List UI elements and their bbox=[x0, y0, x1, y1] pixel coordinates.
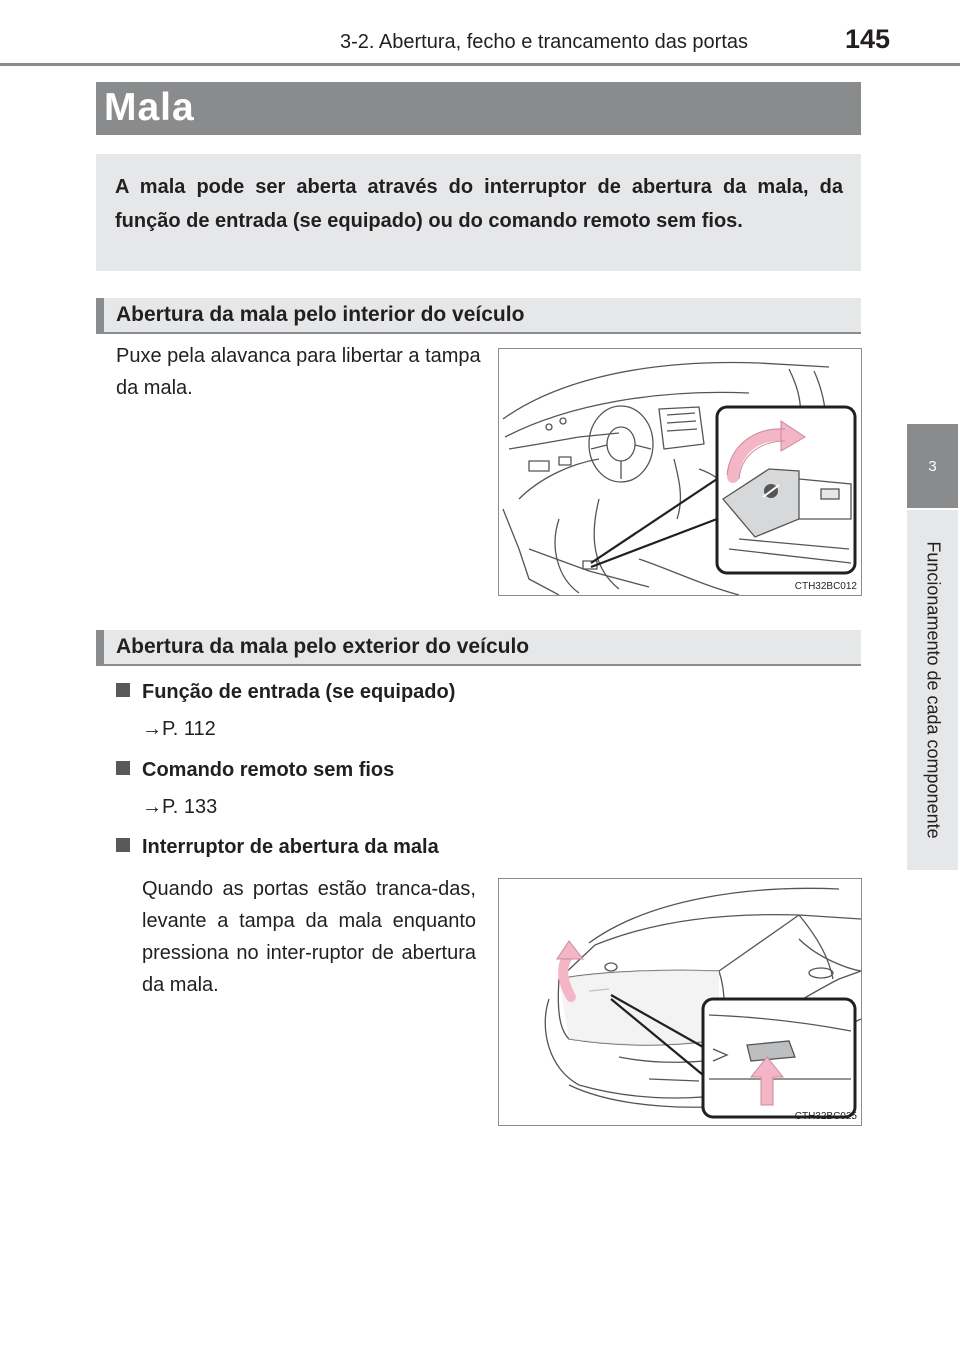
title-banner bbox=[96, 82, 861, 135]
chapter-tab-text: Funcionamento de cada componente bbox=[923, 541, 943, 839]
bullet-square-icon bbox=[116, 838, 130, 852]
car-interior-illustration bbox=[499, 349, 861, 595]
intro-box: A mala pode ser aberta através do interruptor de abertura da mala, da função de entrada (se equipado) ou do comando remoto sem fios. bbox=[96, 154, 861, 271]
header-divider bbox=[0, 63, 960, 66]
page-reference-link[interactable]: →P. 133 bbox=[142, 796, 218, 818]
interior-instructions: Puxe pela alavanca para libertar a tampa da mala. bbox=[116, 345, 481, 399]
bullet-square-icon bbox=[116, 761, 130, 775]
figure-code: CTH32BC025 bbox=[794, 1111, 857, 1122]
bullet-entry-function bbox=[116, 678, 455, 706]
page-reference-link[interactable]: →P. 112 bbox=[142, 718, 216, 740]
chapter-tab-label[interactable] bbox=[907, 510, 958, 870]
bullet-label: Interruptor de abertura da mala bbox=[142, 836, 439, 858]
bullet-label: Comando remoto sem fios bbox=[142, 759, 395, 781]
section-title: 3-2. Abertura, fecho e trancamento das portas bbox=[340, 31, 749, 53]
bullet-label: Função de entrada (se equipado) bbox=[142, 681, 456, 703]
bullet-trunk-switch bbox=[116, 833, 439, 861]
chapter-tab-number[interactable]: 3 bbox=[907, 424, 958, 508]
interior-release-lever-figure bbox=[498, 348, 862, 596]
car-rear-illustration bbox=[499, 879, 861, 1125]
subheading-exterior: Abertura da mala pelo exterior do veículo bbox=[96, 630, 861, 666]
page-title: Mala bbox=[104, 86, 195, 129]
figure-code: CTH32BC012 bbox=[794, 581, 857, 592]
bullet-remote-control bbox=[116, 756, 394, 784]
bullet-square-icon bbox=[116, 683, 130, 697]
exterior-trunk-switch-figure bbox=[498, 878, 862, 1126]
subheading-interior: Abertura da mala pelo interior do veículo bbox=[96, 298, 861, 334]
page-number: 145 bbox=[845, 24, 891, 54]
trunk-switch-instructions: Quando as portas estão tranca-das, levante a tampa da mala enquanto pressiona no inter-ruptor de abertura da mala. bbox=[142, 878, 476, 996]
